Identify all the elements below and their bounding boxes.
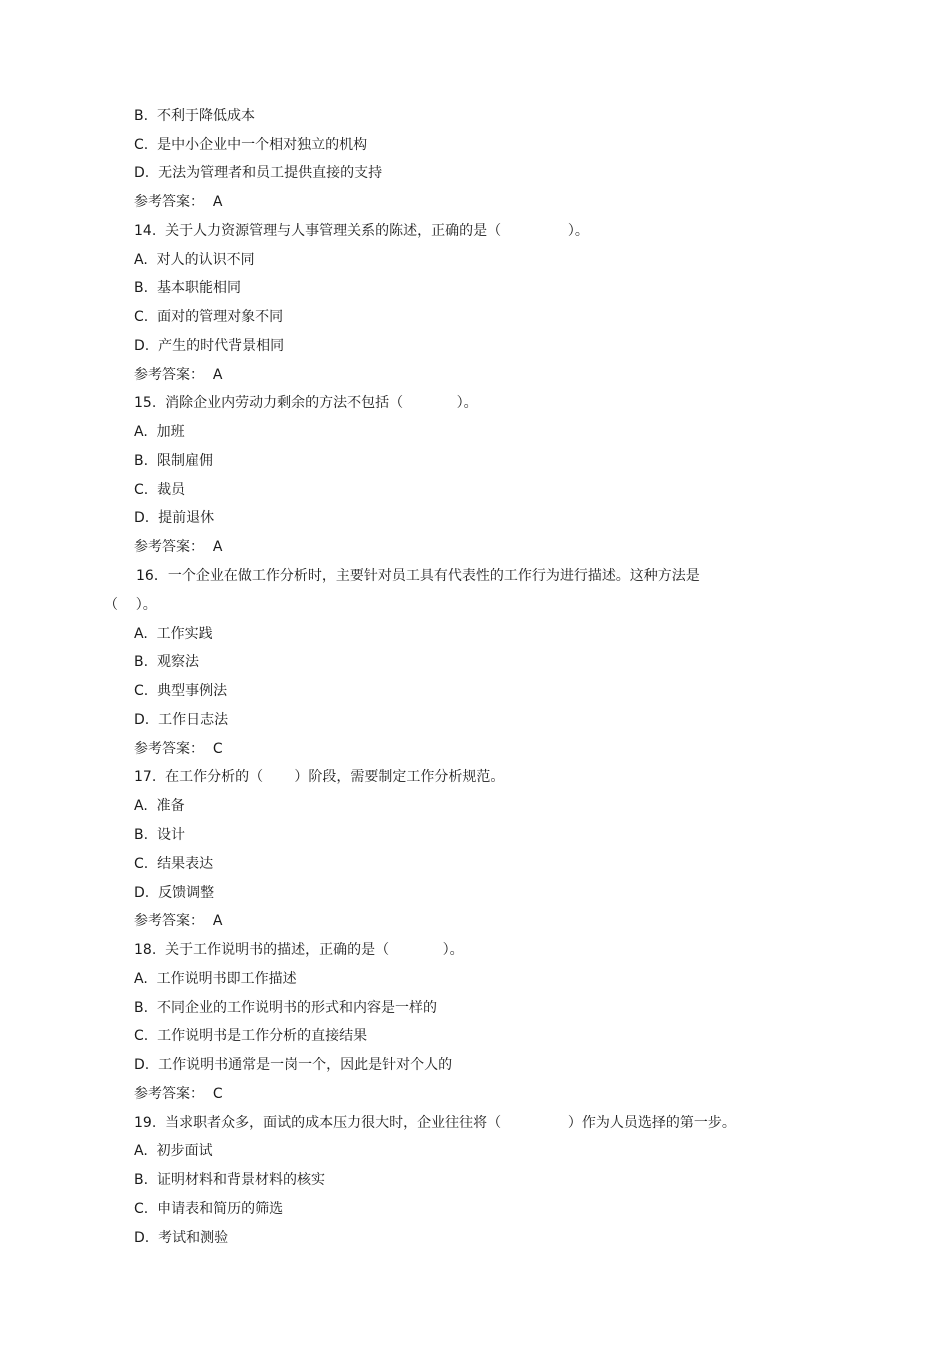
option-a-q15: A. 加班 — [134, 424, 185, 440]
option-a-q18: A. 工作说明书即工作描述 — [134, 971, 297, 987]
option-c-q15: C. 裁员 — [134, 482, 186, 498]
option-d-q19: D. 考试和测验 — [134, 1230, 229, 1246]
answer-q18: 参考答案： C — [134, 1086, 223, 1102]
question-16-continued: （ ）。 — [104, 597, 157, 613]
question-14: 14. 关于人力资源管理与人事管理关系的陈述，正确的是（ ）。 — [134, 223, 589, 239]
answer-q17: 参考答案： A — [134, 913, 223, 929]
option-c-q17: C. 结果表达 — [134, 856, 214, 872]
option-d-q15: D. 提前退休 — [134, 510, 215, 526]
option-b-q16: B. 观察法 — [134, 654, 199, 670]
option-c-q16: C. 典型事例法 — [134, 683, 228, 699]
question-16: 16．一个企业在做工作分析时，主要针对员工具有代表性的工作行为进行描述。这种方法是 — [136, 568, 700, 584]
option-d-q16: D. 工作日志法 — [134, 712, 229, 728]
option-c-q13: C. 是中小企业中一个相对独立的机构 — [134, 137, 368, 153]
question-15: 15. 消除企业内劳动力剩余的方法不包括（ ）。 — [134, 395, 478, 411]
option-b-q18: B. 不同企业的工作说明书的形式和内容是一样的 — [134, 1000, 437, 1016]
option-d-q18: D. 工作说明书通常是一岗一个，因此是针对个人的 — [134, 1057, 453, 1073]
option-c-q14: C. 面对的管理对象不同 — [134, 309, 284, 325]
option-b-q19: B. 证明材料和背景材料的核实 — [134, 1172, 325, 1188]
option-d-q13: D. 无法为管理者和员工提供直接的支持 — [134, 165, 383, 181]
option-c-q19: C. 申请表和简历的筛选 — [134, 1201, 284, 1217]
option-c-q18: C. 工作说明书是工作分析的直接结果 — [134, 1028, 368, 1044]
answer-q13: 参考答案： A — [134, 194, 223, 210]
question-17: 17. 在工作分析的（ ）阶段，需要制定工作分析规范。 — [134, 769, 505, 785]
answer-q15: 参考答案： A — [134, 539, 223, 555]
option-a-q16: A. 工作实践 — [134, 626, 213, 642]
answer-q14: 参考答案： A — [134, 367, 223, 383]
question-18: 18. 关于工作说明书的描述，正确的是（ ）。 — [134, 942, 464, 958]
option-b-q15: B. 限制雇佣 — [134, 453, 213, 469]
option-b-q17: B. 设计 — [134, 827, 185, 843]
option-a-q14: A. 对人的认识不同 — [134, 252, 255, 268]
option-d-q14: D. 产生的时代背景相同 — [134, 338, 285, 354]
answer-q16: 参考答案： C — [134, 741, 223, 757]
question-19: 19. 当求职者众多，面试的成本压力很大时，企业往往将（ ）作为人员选择的第一步。 — [134, 1115, 736, 1131]
option-b-q13: B. 不利于降低成本 — [134, 108, 255, 124]
option-a-q17: A. 准备 — [134, 798, 185, 814]
option-a-q19: A. 初步面试 — [134, 1143, 213, 1159]
option-d-q17: D. 反馈调整 — [134, 885, 215, 901]
option-b-q14: B. 基本职能相同 — [134, 280, 241, 296]
